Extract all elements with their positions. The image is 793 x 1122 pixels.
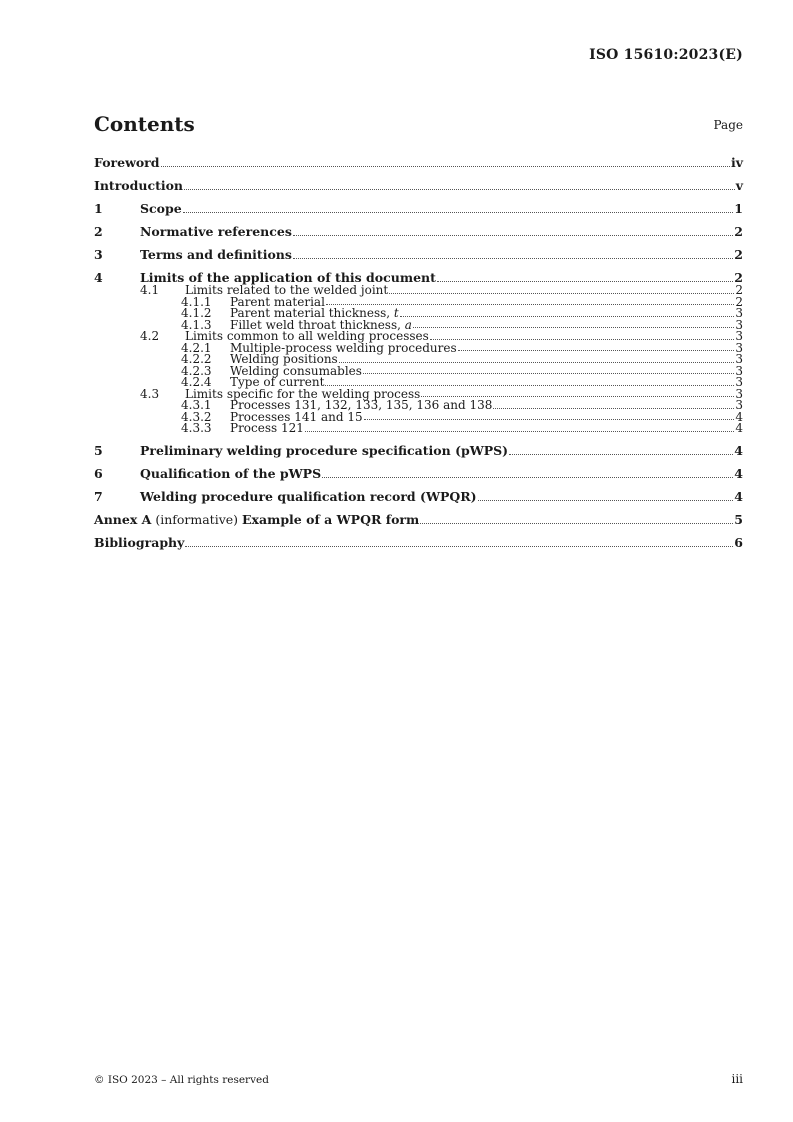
toc-entry-number: 4.2.4: [181, 375, 212, 389]
toc-entry-wpqr[interactable]: [94, 489, 743, 504]
toc-entry-title: Terms and definitions: [140, 247, 292, 262]
toc-entry-page: 2: [735, 283, 743, 297]
toc-entry-title-text: Parent material thickness,: [230, 306, 394, 320]
toc-entry-page: 3: [735, 329, 743, 343]
toc-entry-scope[interactable]: [94, 201, 743, 216]
toc-entry-title: Limits related to the welded joint: [185, 283, 389, 297]
table-of-contents: [94, 155, 743, 550]
toc-entry-number: 4.2.1: [181, 340, 212, 355]
toc-entry-number: 4.2.3: [181, 363, 212, 378]
dot-leader: [493, 408, 734, 409]
dot-leader: [400, 316, 735, 317]
dot-leader: [420, 523, 733, 524]
toc-entry-page: 4: [735, 421, 743, 435]
toc-entry-number: 6: [94, 465, 103, 481]
dot-leader: [421, 396, 734, 397]
toc-entry-4-3-3[interactable]: [94, 423, 743, 435]
toc-entry-number: 1: [94, 201, 103, 216]
toc-entry-introduction[interactable]: [94, 178, 743, 193]
toc-entry-number: 4.1.3: [181, 317, 212, 332]
toc-entry-title: Welding consumables: [230, 363, 362, 378]
dot-leader: [389, 293, 734, 294]
toc-entry-title: Preliminary welding procedure specification (pWPS): [140, 442, 509, 458]
toc-entry-page: 5: [734, 511, 743, 527]
page-title: Contents: [94, 112, 195, 136]
toc-entry-title: Processes 131, 132, 133, 135, 136 and 138: [230, 398, 493, 412]
dot-leader: [363, 373, 734, 374]
dot-leader: [326, 304, 734, 305]
dot-leader: [185, 546, 733, 547]
toc-entry-title: Type of current: [230, 375, 325, 389]
toc-entry-page: 2: [735, 294, 743, 309]
toc-entry-title: Welding positions: [230, 352, 338, 366]
toc-entry-number: 2: [94, 224, 103, 239]
toc-entry-page: 3: [735, 340, 743, 355]
toc-entry-page: 2: [734, 270, 743, 285]
dot-leader: [413, 327, 734, 328]
toc-entry-number: 4.1: [140, 283, 160, 297]
toc-entry-page: v: [735, 178, 743, 193]
toc-entry-page: iv: [730, 155, 743, 170]
toc-entry-annex-a[interactable]: [94, 512, 743, 527]
toc-entry-title: Qualification of the pWPS: [140, 465, 322, 481]
toc-entry-page: 6: [734, 534, 743, 550]
dot-leader: [322, 477, 733, 478]
toc-entry-title: Scope: [140, 201, 182, 216]
dot-leader: [161, 166, 730, 167]
standard-identifier: ISO 15610:2023(E): [589, 47, 743, 63]
annex-title: Example of a WPQR form: [242, 511, 420, 527]
toc-entry-title-text: Fillet weld throat thickness,: [230, 317, 405, 332]
toc-entry-title: Introduction: [94, 178, 184, 193]
toc-entry-title: Limits specific for the welding process: [185, 386, 421, 401]
toc-entry-page: 3: [735, 386, 743, 401]
toc-entry-title: Welding procedure qualification record (WPQR): [140, 488, 477, 504]
toc-entry-qualification[interactable]: [94, 466, 743, 481]
dot-leader: [325, 385, 734, 386]
toc-entry-page: 2: [734, 247, 743, 262]
toc-entry-page: 4: [734, 465, 743, 481]
toc-entry-title: Process 121: [230, 421, 304, 435]
toc-entry-page: 3: [735, 375, 743, 389]
copyright-notice: © ISO 2023 – All rights reserved: [94, 1074, 269, 1086]
toc-entry-title: Bibliography: [94, 534, 185, 550]
toc-entry-page: 3: [735, 398, 743, 412]
toc-entry-title: Processes 141 and 15: [230, 409, 363, 424]
toc-entry-number: 3: [94, 247, 103, 262]
page-number: iii: [731, 1072, 743, 1086]
toc-entry-page: 4: [734, 488, 743, 504]
toc-entry-number: 4.3.3: [181, 421, 212, 435]
toc-entry-title-symbol: t: [393, 306, 399, 320]
toc-entry-page: 3: [735, 306, 743, 320]
dot-leader: [364, 419, 735, 420]
toc-entry-pwps[interactable]: [94, 443, 743, 458]
annex-label: Annex A: [94, 511, 152, 527]
toc-entry-foreword[interactable]: [94, 155, 743, 170]
toc-entry-title-symbol: a: [404, 317, 412, 332]
toc-entry-page: 3: [735, 352, 743, 366]
toc-entry-number: 4.3.1: [181, 398, 212, 412]
dot-leader: [184, 189, 735, 190]
dot-leader: [183, 212, 734, 213]
dot-leader: [509, 454, 733, 455]
toc-entry-number: 5: [94, 442, 103, 458]
toc-entry-title: Foreword: [94, 155, 160, 170]
toc-entry-page: 3: [735, 317, 743, 332]
toc-entry-number: 4: [94, 270, 103, 285]
toc-entry-page: 1: [734, 201, 743, 216]
toc-entry-title: [94, 512, 419, 527]
page-column-label: Page: [713, 118, 743, 132]
toc-entry-number: 4.3.2: [181, 409, 212, 424]
dot-leader: [430, 339, 735, 340]
toc-entry-number: 4.1.1: [181, 294, 212, 309]
toc-entry-title: Limits common to all welding processes: [185, 329, 429, 343]
dot-leader: [305, 431, 734, 432]
toc-entry-normative-references[interactable]: [94, 224, 743, 239]
dot-leader: [437, 281, 733, 282]
toc-entry-number: 4.1.2: [181, 306, 212, 320]
toc-entry-title: Normative references: [140, 224, 292, 239]
toc-entry-number: 4.2.2: [181, 352, 212, 366]
toc-entry-number: 7: [94, 488, 103, 504]
dot-leader: [293, 258, 733, 259]
toc-entry-page: 4: [734, 442, 743, 458]
dot-leader: [458, 350, 735, 351]
dot-leader: [293, 235, 733, 236]
dot-leader: [339, 362, 735, 363]
toc-entry-page: 3: [735, 363, 743, 378]
toc-entry-title: Parent material: [230, 294, 325, 309]
toc-entry-number: 4.2: [140, 329, 160, 343]
annex-type: (informative): [151, 511, 243, 527]
dot-leader: [478, 500, 734, 501]
toc-entry-terms-and-definitions[interactable]: [94, 247, 743, 262]
toc-entry-page: 2: [734, 224, 743, 239]
toc-entry-title: Multiple-process welding procedures: [230, 340, 457, 355]
toc-entry-page: 4: [735, 409, 743, 424]
toc-entry-bibliography[interactable]: [94, 535, 743, 550]
toc-entry-number: 4.3: [140, 386, 160, 401]
toc-entry-title: Limits of the application of this document: [140, 270, 436, 285]
